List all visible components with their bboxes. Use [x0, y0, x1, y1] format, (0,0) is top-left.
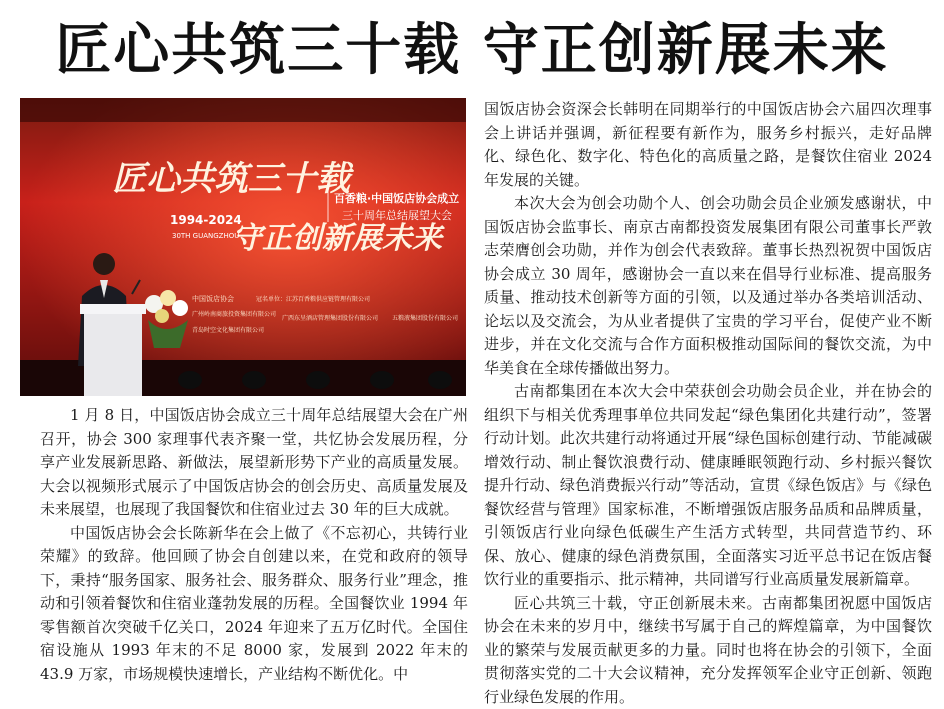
article-column-right: [484, 98, 932, 709]
banner-sponsor-b: 广州岭南商旅投资集团有限公司: [192, 310, 276, 318]
headline: 匠心共筑三十载 守正创新展未来: [0, 0, 944, 92]
article-paragraph: 1 月 8 日，中国饭店协会成立三十周年总结展望大会在广州召开，协会 300 家理事代表齐聚一堂，共忆协会发展历程，分享产业发展新思路、新做法，展望新形势下产业的高质量发展。大会以视频形式展示了中国饭店协会的创会历史、高质量发展及未来展望，也展现了我国餐饮和住宿业过去 30 年的巨大成就。: [40, 404, 468, 522]
banner-calligraphy-2: 守正创新展未来: [232, 221, 445, 256]
banner-sponsor-d: 五粮液集团股份有限公司: [392, 314, 458, 322]
banner-sponsor-a: 冠名单位：江苏百香粮供应链管理有限公司: [256, 295, 370, 303]
banner-event-title-2: 三十周年总结展望大会: [342, 208, 452, 222]
banner-sponsor-e: 青岛时空文化集团有限公司: [192, 326, 264, 334]
article-paragraph: 本次大会为创会功勋个人、创会功勋会员企业颁发感谢状，中国饭店协会监事长、南京古南都投资发展集团有限公司董事长严敦志荣膺创会功勋，并作为创会代表致辞。董事长热烈祝贺中国饭店协会成立 30 周年，感谢协会一直以来在倡导行业标准、提高服务质量、推动技术创新等方面的引领，以及通过举办各类培训活动、论坛以及交流会，为从业者提供了宝贵的学习平台，促使产业不断进步，并在文化交流与合作方面积极推动国际间的餐饮交流，为中华美食在全球传播做出努力。: [484, 192, 932, 380]
banner-event-title-1: 百香粮·中国饭店协会成立: [334, 191, 459, 205]
article-paragraph: 中国饭店协会会长陈新华在会上做了《不忘初心，共铸行业荣耀》的致辞。他回顾了协会自创建以来，在党和政府的领导下，秉持“服务国家、服务社会、服务群众、服务行业”理念，推动和引领着餐饮和住宿业蓬勃发展的历程。全国餐饮业 1994 年零售额首次突破千亿关口，2024 年迎来了五万亿时代。全国住宿设施从 1993 年末的不足 8000 家，发展到 2022 年末的 43.9 万家，市场规模快速增长，产业结构不断优化。中: [40, 522, 468, 687]
banner-host: 中国饭店协会: [192, 294, 234, 303]
event-photo: [20, 98, 466, 396]
banner-sponsor-c: 广西东呈酒店管理集团股份有限公司: [282, 314, 378, 322]
banner-years: 1994-2024: [170, 213, 242, 227]
banner-location: 30TH GUANGZHOU: [172, 232, 239, 240]
article-column-left: [40, 404, 468, 686]
article-paragraph: 匠心共筑三十载，守正创新展未来。古南都集团祝愿中国饭店协会在未来的岁月中，继续书写属于自己的辉煌篇章，为中国餐饮业的繁荣与发展贡献更多的力量。同时也将在协会的引领下，全面贯彻落实党的二十大会议精神，充分发挥领军企业守正创新、领跑行业绿色发展的作用。: [484, 592, 932, 709]
banner-calligraphy-1: 匠心共筑三十载: [112, 159, 355, 199]
article-paragraph: 古南都集团在本次大会中荣获创会功勋会员企业，并在协会的组织下与相关优秀理事单位共同发起“绿色集团化共建行动”，签署行动计划。此次共建行动将通过开展“绿色国标创建行动、节能减碳增效行动、制止餐饮浪费行动、健康睡眠领跑行动、乡村振兴餐饮提升行动、绿色消费振兴行动”等活动，宣贯《绿色饭店》与《绿色餐饮经营与管理》国家标准，不断增强饭店服务品质和品牌质量，引领饭店行业向绿色低碳生产生活方式转型，共同营造节约、环保、放心、健康的绿色消费氛围，全面落实习近平总书记在饭店餐饮行业的重要指示、批示精神，共同谱写行业高质量发展新篇章。: [484, 380, 932, 592]
article-paragraph: 国饭店协会资深会长韩明在同期举行的中国饭店协会六届四次理事会上讲话并强调，新征程要有新作为，服务乡村振兴，走好品牌化、绿色化、数字化、特色化的高质量之路，是餐饮住宿业 2024 年发展的关键。: [484, 98, 932, 192]
